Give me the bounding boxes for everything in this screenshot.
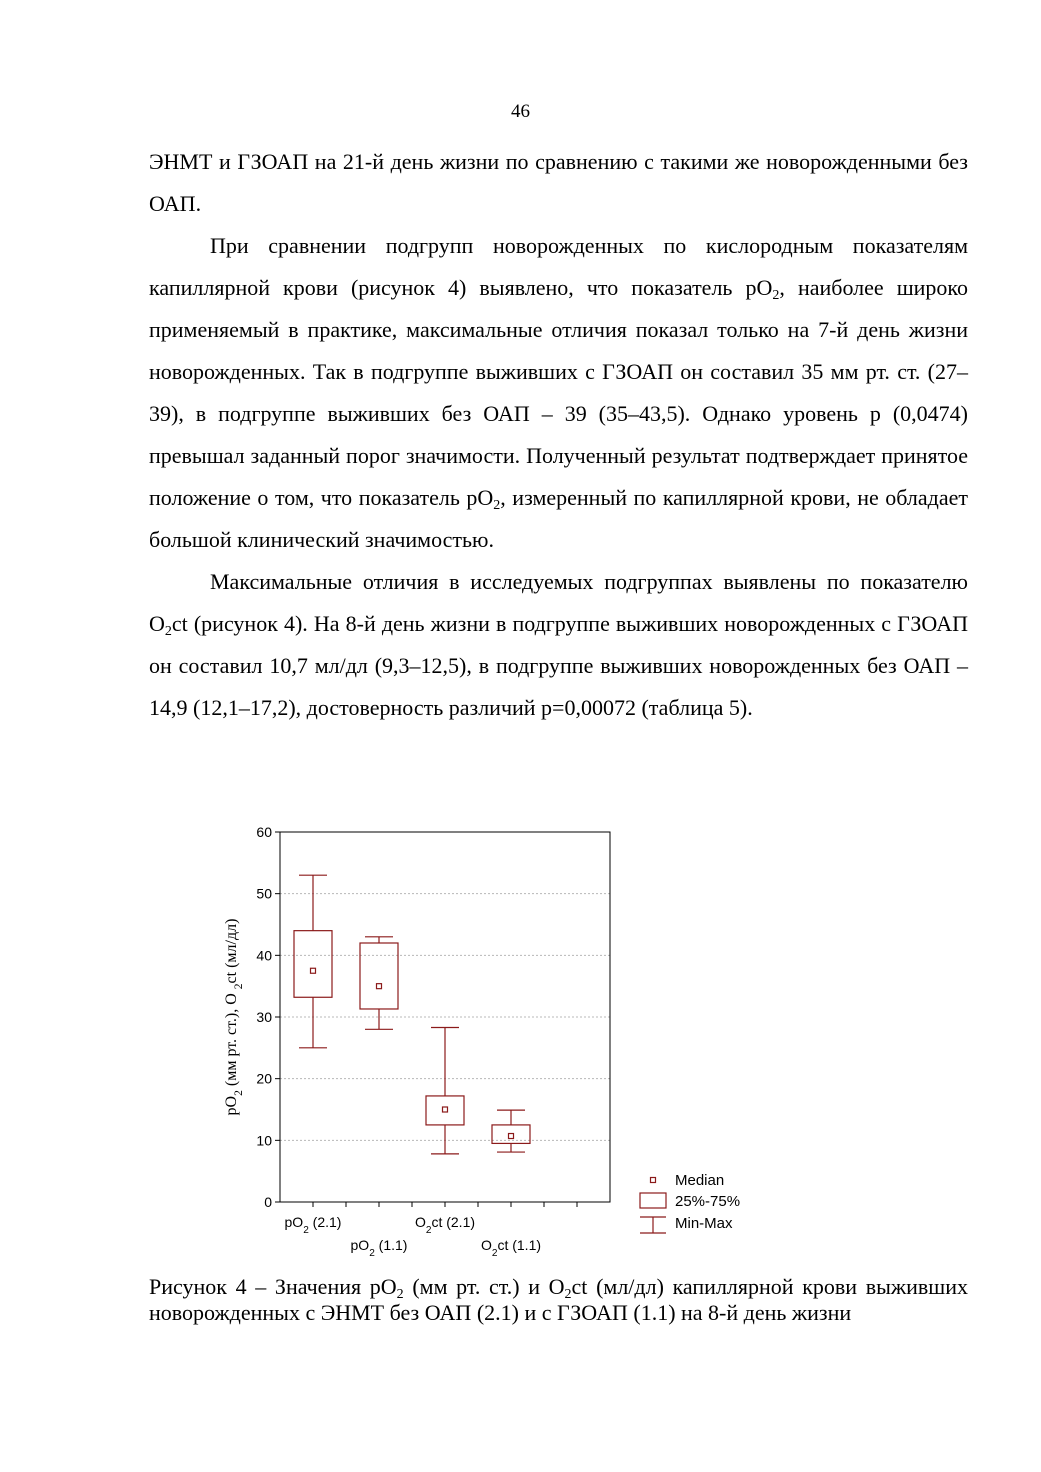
subscript: 2 [233,983,245,990]
x-category-label [351,1237,408,1258]
paragraph: Максимальные отличия в исследуемых подгруппах выявлены по показателю $O_2ct$ (рисунок 4). На 8-й день жизни в подгруппе выживших новорожденных с ГЗОАП он составил 10,7 мл/дл (9,3–12,5), в подгруппе выживших новорожденных без ОАП – 14,9 (12,1–17,2), достоверность различий р=0,00072 (таблица 5). [149,569,968,720]
y-tick-label: 60 [256,824,272,840]
y-tick-label: 20 [256,1070,272,1087]
x-category-label [285,1214,342,1236]
subscript: 2 [493,498,501,513]
text-run: ct (1.1) [497,1237,542,1253]
y-tick-label: 10 [256,1132,272,1149]
x-category-label [481,1237,541,1258]
x-category-label [415,1214,475,1236]
y-axis-label [223,919,245,1116]
subscript: 2 [772,288,780,303]
legend-box-marker [640,1193,666,1208]
legend-label: Median [675,1172,725,1189]
body-text [149,141,968,729]
subscript: 2 [396,1287,404,1302]
subscript: 2 [564,1287,572,1302]
y-tick-label: 50 [256,885,272,902]
legend-label: 25%-75% [675,1193,741,1210]
legend-label: Min-Max [675,1215,733,1232]
y-tick-label: 40 [256,947,272,964]
box-plot-chart [200,818,800,1258]
iqr-box [294,931,332,998]
subscript: 2 [425,1224,432,1236]
text-run: (1.1) [374,1237,408,1253]
chart-legend [640,1172,740,1233]
median-marker [377,984,382,989]
box-group [360,937,398,1030]
legend-median-marker [651,1178,656,1183]
paragraph: ЭНМТ и ГЗОАП на 21-й день жизни по сравнению с такими же новорожденными без ОАП. [149,149,968,216]
box-group [426,1027,464,1153]
iqr-box [360,943,398,1009]
text-run: (2.1) [308,1214,342,1230]
text-run: pO [284,1214,304,1230]
box-group [294,875,332,1048]
subscript: 2 [164,624,172,639]
text-run: pO [223,1095,240,1116]
text-run: O [480,1237,492,1253]
box-group [492,1110,530,1152]
figure-caption: Рисунок 4 – Значения $pO_2$ (мм рт. ст.) и $O_2ct$ (мл/дл) капиллярной крови выживших новорожденных с ЭНМТ без ОАП (2.1) и с ГЗОАП (1.1) на 8-й день жизни [149,1274,968,1325]
text-run: pO [350,1237,370,1253]
y-tick-label: 30 [256,1009,272,1025]
text-run: (мм рт. ст.), O [223,989,240,1091]
subscript: 2 [369,1247,375,1258]
subscript: 2 [233,1090,245,1096]
page-number: 46 [511,101,530,122]
median-marker [311,968,316,973]
iqr-box [426,1096,464,1125]
text-run: O [414,1214,426,1230]
median-marker [509,1134,514,1139]
median-marker [443,1107,448,1112]
y-tick-label: 0 [264,1194,272,1210]
subscript: 2 [491,1247,498,1258]
text-run: ct (мл/дл) [223,918,240,984]
text-run: ct (2.1) [431,1214,476,1230]
paragraph: При сравнении подгрупп новорожденных по кислородным показателям капиллярной крови (рисунок 4) выявлено, что показатель $pO_2$, наиболее широко применяемый в практике, максимальные отличия показал только на 7-й день жизни новорожденных. Так в подгруппе выживших с ГЗОАП он составил 35 мм рт. ст. (27–39), в подгруппе выживших без ОАП – 39 (35–43,5). Однако уровень р (0,0474) превышал заданный порог значимости. Полученный результат подтверждает принятое положение о том, что показатель $pO_2$, измеренный по капиллярной крови, не обладает большой клинический значимостью. [149,233,968,552]
subscript: 2 [303,1224,309,1236]
